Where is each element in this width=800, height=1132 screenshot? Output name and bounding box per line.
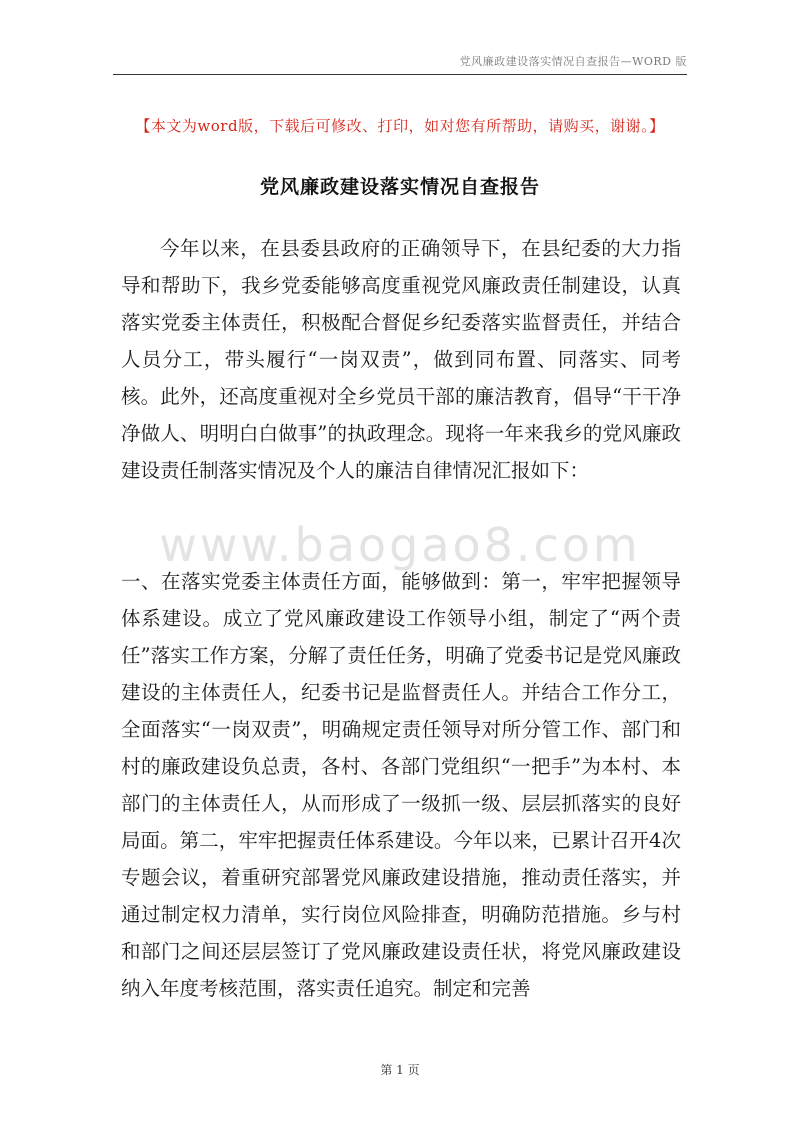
watermark: www.baogao8.com <box>159 518 641 572</box>
header-text: 党风廉政建设落实情况自查报告—WORD 版 <box>459 55 687 68</box>
paragraph-section-1: 一、在落实党委主体责任方面，能够做到：第一，牢牢把握领导体系建设。成立了党风廉政建设工作领导小组，制定了“两个责任”落实工作方案，分解了责任任务，明确了党委书记是党风廉政建设的主体责任人，纪委书记是监督责任人。并结合工作分工，全面落实“一岗双责”，明确规定责任领导对所分管工作、部门和村的廉政建设负总责，各村、各部门党组织“一把手”为本村、本部门的主体责任人，从而形成了一级抓一级、层层抓落实的良好局面。第二，牢牢把握责任体系建设。今年以来，已累计召开4次专题会议，着重研究部署党风廉政建设措施，推动责任落实，并通过制定权力清单，实行岗位风险排查，明确防范措施。乡与村和部门之间还层层签订了党风廉政建设责任状，将党风廉政建设纳入年度考核范围，落实责任追究。制定和完善 <box>121 570 681 1000</box>
download-notice: 【本文为word版，下载后可修改、打印，如对您有所帮助，请购买，谢谢。】 <box>135 117 665 135</box>
page-header <box>113 50 687 75</box>
document-title: 党风廉政建设落实情况自查报告 <box>259 176 540 198</box>
page-number: 第 1 页 <box>380 1063 420 1077</box>
paragraph-intro: 今年以来，在县委县政府的正确领导下，在县纪委的大力指导和帮助下，我乡党委能够高度重视党风廉政责任制建设，认真落实党委主体责任，积极配合督促乡纪委落实监督责任，并结合人员分工，带头履行“一岗双责”，做到同布置、同落实、同考核。此外，还高度重视对全乡党员干部的廉洁教育，倡导“干干净净做人、明明白白做事”的执政理念。现将一年来我乡的党风廉政建设责任制落实情况及个人的廉洁自律情况汇报如下： <box>121 237 681 482</box>
